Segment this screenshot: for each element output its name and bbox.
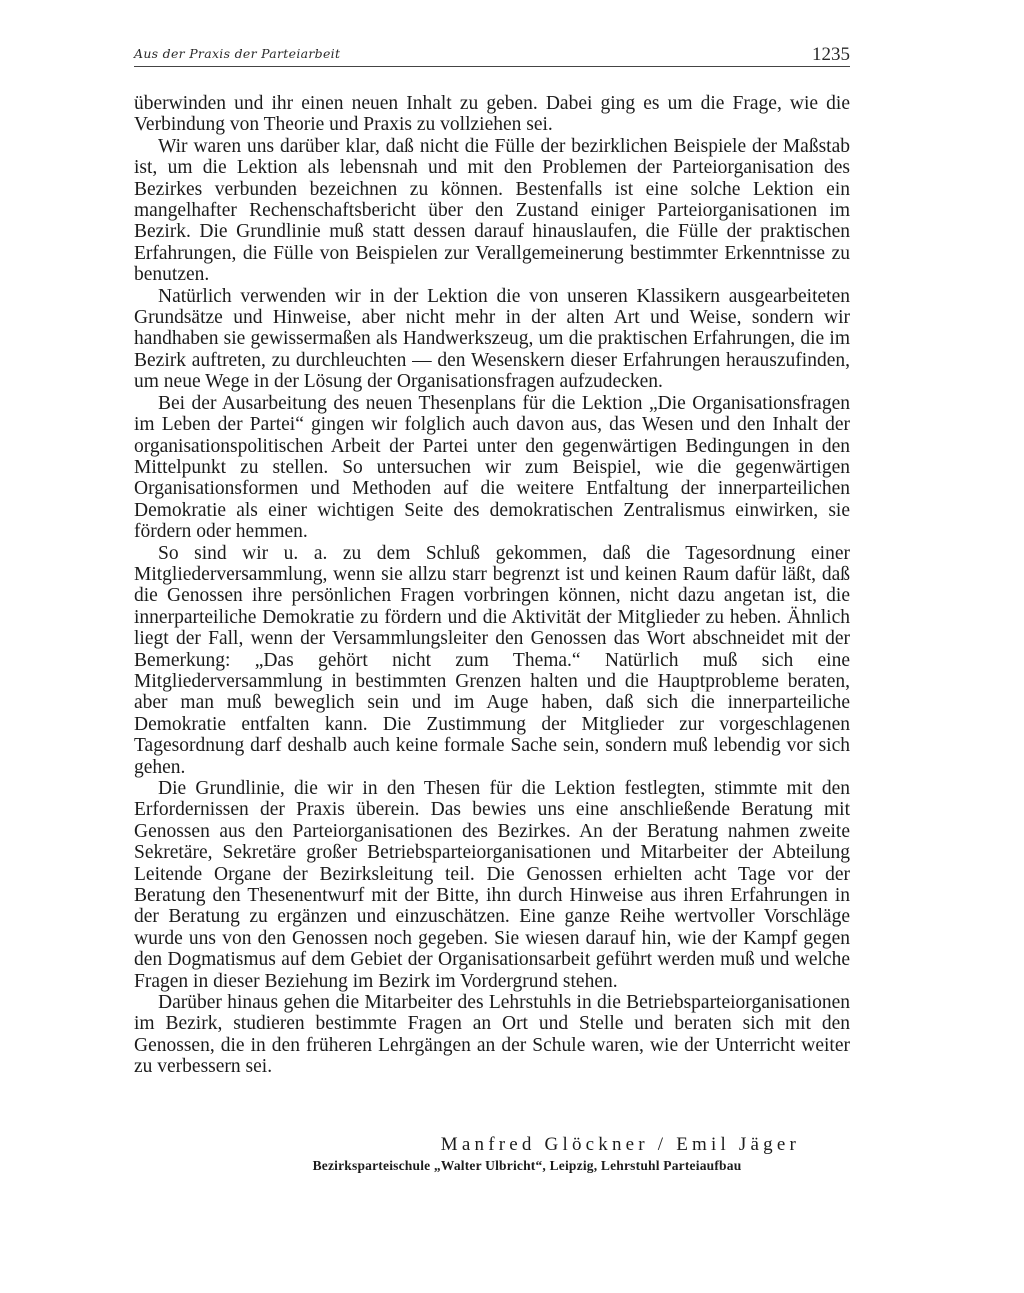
paragraph-continuation: überwinden und ihr einen neuen Inhalt zu geben. Dabei ging es um die Frage, wie die Verbindung von Theorie und Praxis zu vollziehen sei. <box>134 93 850 136</box>
author-names: Manfred Glöckner / Emil Jäger <box>440 1134 800 1155</box>
header-rule <box>134 66 850 67</box>
paragraph: Darüber hinaus gehen die Mitarbeiter des Lehrstuhls in die Betriebsparteiorganisationen im Bezirk, studieren bestimmte Fragen an Ort und Stelle und beraten sich mit den Genossen, die in den früheren Lehrgängen an der Schule waren, wie der Unterricht weiter zu verbessern sei. <box>134 992 850 1078</box>
signature-block <box>134 1133 850 1175</box>
page-number: 1235 <box>812 44 850 65</box>
paragraph: Natürlich verwenden wir in der Lektion die von unseren Klassikern ausgearbeiteten Grundsätze und Hinweise, aber nicht mehr in der alten Art und Weise, sondern wir handhaben sie gewissermaßen als Handwerkszeug, um die praktischen Erfahrungen, die im Bezirk auftreten, zu durchleuchten — den Wesenskern dieser Erfahrungen herauszufinden, um neue Wege in der Lösung der Organisationsfragen aufzudecken. <box>134 285 850 393</box>
author-affiliation: Bezirksparteischule „Walter Ulbricht“, Leipzig, Lehrstuhl Parteiaufbau <box>312 1158 742 1173</box>
article-body <box>134 93 850 1078</box>
running-head <box>134 46 850 68</box>
paragraph: Bei der Ausarbeitung des neuen Thesenplans für die Lektion „Die Organisationsfragen im Leben der Partei“ gingen wir folglich auch davon aus, das Wesen und den Inhalt der organisationspolitischen Arbeit der Partei unter den gegenwärtigen Bedingungen in den Mittelpunkt zu stellen. So untersuchen wir zum Beispiel, wie die gegenwärtigen Organisationsformen und Methoden auf die weitere Entfaltung der innerparteilichen Demokratie als einer wichtigen Seite des demokratischen Zentralismus einwirken, sie fördern oder hemmen. <box>134 392 850 543</box>
paragraph: Wir waren uns darüber klar, daß nicht die Fülle der bezirklichen Beispiele der Maßstab ist, um die Lektion als lebensnah und mit den Problemen der Parteiorganisation des Bezirkes verbunden bezeichnen zu können. Bestenfalls ist eine solche Lektion ein mangelhafter Rechenschaftsbericht über den Zustand einiger Parteiorganisationen im Bezirk. Die Grundlinie muß statt dessen darauf hinauslaufen, die Fülle der praktischen Erfahrungen, die Fülle von Beispielen zur Verallgemeinerung bestimmter Erkenntnisse zu benutzen. <box>134 135 850 286</box>
paragraph: So sind wir u. a. zu dem Schluß gekommen, daß die Tagesordnung einer Mitgliederversammlung, wenn sie allzu starr begrenzt ist und keinen Raum dafür läßt, daß die Genossen ihre persönlichen Fragen vorbringen können, nicht dazu angetan ist, die innerparteiliche Demokratie zu fördern und die Aktivität der Mitglieder zu heben. Ähnlich liegt der Fall, wenn der Versammlungsleiter den Genossen das Wort abschneidet mit der Bemerkung: „Das gehört nicht zum Thema.“ Natürlich muß sich eine Mitgliederversammlung in bestimmten Grenzen halten und die Hauptprobleme beraten, aber man muß beweglich sein und im Auge haben, daß sich die innerparteiliche Demokratie entfalten kann. Die Zustimmung der Mitglieder zur vorgeschlagenen Tagesordnung darf deshalb auch keine formale Sache sein, sondern muß lebendig vor sich gehen. <box>134 542 850 778</box>
paragraph: Die Grundlinie, die wir in den Thesen für die Lektion festlegten, stimmte mit den Erfordernissen der Praxis überein. Das bewies uns eine anschließende Beratung mit Genossen aus den Parteiorganisationen des Bezirkes. An der Beratung nahmen zweite Sekretäre, Sekretäre großer Betriebsparteiorganisationen und Mitarbeiter der Abteilung Leitende Organe der Bezirksleitung teil. Die Genossen erhielten acht Tage vor der Beratung den Thesenentwurf mit der Bitte, ihn durch Hinweise aus ihren Erfahrungen in der Beratung zu ergänzen und einzuschätzen. Eine ganze Reihe wertvoller Vorschläge wurde uns von den Genossen noch gegeben. Sie wiesen darauf hin, wie der Kampf gegen den Dogmatismus auf dem Gebiet der Organisationsarbeit geführt werden muß und welche Fragen in dieser Beziehung im Bezirk im Vordergrund stehen. <box>134 778 850 992</box>
running-head-title: Aus der Praxis der Parteiarbeit <box>134 46 341 61</box>
